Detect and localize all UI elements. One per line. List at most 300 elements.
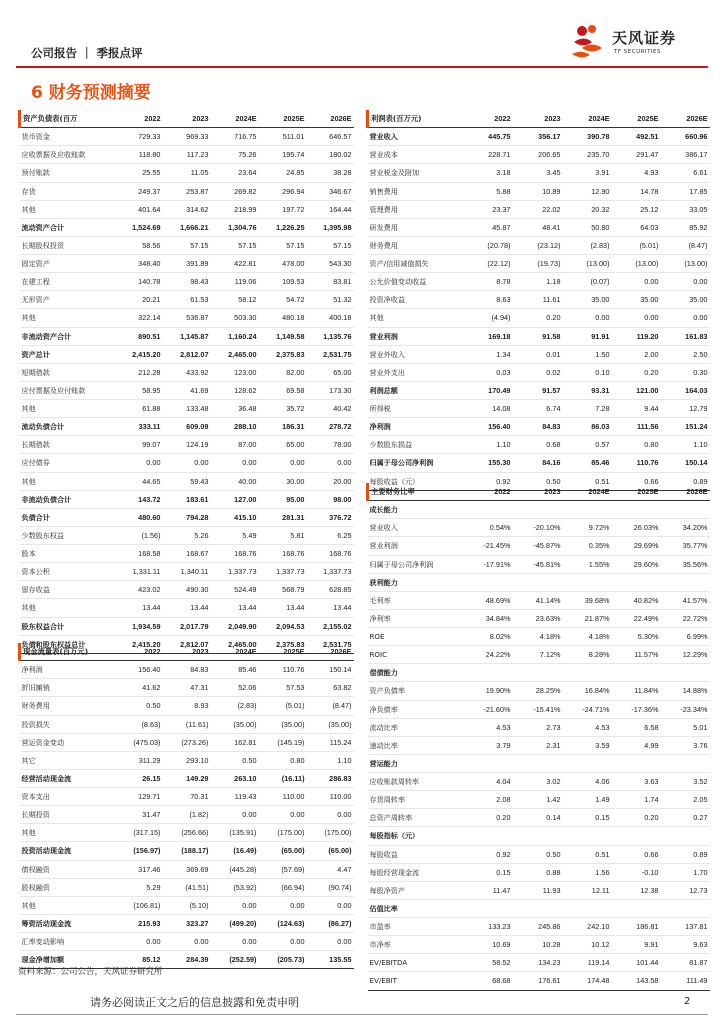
value-cell: 1,331.11 [116,563,163,581]
value-cell: 110.00 [259,788,307,806]
value-cell [465,827,513,845]
row-label: 其他 [368,309,465,327]
value-cell [612,754,661,772]
table-row [20,200,354,218]
value-cell: 794.28 [163,508,211,526]
value-cell: 2.00 [612,345,661,363]
table-row [368,972,710,990]
value-cell: 2,812.07 [163,635,211,653]
value-cell: 23.37 [465,200,513,218]
table-row [20,508,354,526]
value-cell: 23.63% [513,609,563,627]
value-cell: 1,337.73 [211,563,259,581]
value-cell: (106.81) [116,896,163,914]
value-cell: (8.63) [116,715,163,733]
value-cell: (57.69) [259,860,307,878]
row-label: 投资净收益 [368,291,465,309]
value-cell: 129.71 [116,788,163,806]
table-row [368,218,710,236]
year-header-cell: 2026E [307,643,354,661]
year-header-cell: 2023 [513,483,563,501]
value-cell: 415.10 [211,508,259,526]
value-cell: 84.16 [513,454,563,472]
table-row [368,700,710,718]
table-row [368,664,710,682]
row-label: 每股收益 [368,845,465,863]
table-row [20,933,354,951]
row-label: 净利润 [368,418,465,436]
value-cell: 40.00 [211,472,259,490]
table-row [20,769,354,787]
value-cell: -23.34% [661,700,710,718]
table-header-row [20,110,354,128]
row-label: 非流动负债合计 [20,490,116,508]
value-cell: 346.67 [307,182,354,200]
value-cell: 0.50 [513,845,563,863]
value-cell: 1.56 [563,863,612,881]
value-cell: 20.21 [116,291,163,309]
value-cell: 12.79 [661,400,710,418]
value-cell: 2.31 [513,736,563,754]
value-cell: 28.25% [513,682,563,700]
table-row [20,309,354,327]
value-cell: 150.14 [307,661,354,679]
value-cell: 0.00 [259,933,307,951]
value-cell: 646.57 [307,128,354,146]
value-cell: 30.00 [259,472,307,490]
row-label: 其他 [20,400,116,418]
value-cell: 323.27 [163,914,211,932]
value-cell: 22.72% [661,609,710,627]
value-cell: (66.94) [259,878,307,896]
table-title-cell: 资产负债表(百万 [20,110,116,128]
value-cell: 0.00 [307,806,354,824]
table-row [20,472,354,490]
year-header-cell: 2024E [211,110,259,128]
row-label: 现金净增加额 [20,951,116,969]
value-cell: 212.28 [116,363,163,381]
value-cell: 36.48 [211,400,259,418]
value-cell: 0.80 [612,436,661,454]
value-cell: 0.00 [259,896,307,914]
value-cell: 511.01 [259,128,307,146]
row-label: 应收票据及应收账款 [20,146,116,164]
value-cell: (35.00) [307,715,354,733]
value-cell: 48.41 [513,218,563,236]
table-row [20,363,354,381]
value-cell: (5.01) [259,697,307,715]
logo-mark-icon [570,22,610,62]
value-cell: 1.55% [563,555,612,573]
row-label: 归属于母公司净利润 [368,454,465,472]
table-row [20,715,354,733]
value-cell: 85.12 [116,951,163,969]
value-cell: 168.67 [163,545,211,563]
value-cell: 19.90% [465,682,513,700]
table-row [368,363,710,381]
value-cell: 128.62 [211,381,259,399]
table-row [20,146,354,164]
value-cell: 0.27 [661,809,710,827]
row-label: 成长能力 [368,501,465,519]
value-cell: 0.35% [563,537,612,555]
year-header-cell: 2023 [513,110,563,128]
value-cell: 20.00 [307,472,354,490]
value-cell: 543.30 [307,255,354,273]
value-cell: 4.47 [307,860,354,878]
value-cell: 2.05 [661,791,710,809]
value-cell: 0.54% [465,519,513,537]
row-label: 市盈率 [368,918,465,936]
value-cell [513,899,563,917]
value-cell: 1.10 [661,436,710,454]
value-cell: 121.00 [612,381,661,399]
value-cell: (256.66) [163,824,211,842]
value-cell: 57.15 [163,236,211,254]
section-title: 6 财务预测摘要 [31,83,151,103]
year-header-cell: 2025E [259,110,307,128]
value-cell: 2,465.00 [211,345,259,363]
value-cell [612,501,661,519]
value-cell: 25.12 [612,200,661,218]
year-header-cell: 2023 [163,643,211,661]
value-cell: 0.51 [563,472,612,490]
value-cell: 65.00 [307,363,354,381]
table-row [368,573,710,591]
value-cell: 85.92 [661,218,710,236]
value-cell: 119.43 [211,788,259,806]
value-cell: 0.03 [465,363,513,381]
row-label: 营业外支出 [368,363,465,381]
row-label: 所得税 [368,400,465,418]
table-row [20,236,354,254]
value-cell: (2.83) [211,697,259,715]
row-label: 负债合计 [20,508,116,526]
row-label: EV/EBIT [368,972,465,990]
value-cell: 609.09 [163,418,211,436]
value-cell: 1,395.98 [307,218,354,236]
row-label: 股权融资 [20,878,116,896]
value-cell: 1.34 [465,345,513,363]
cash-flow-table [18,643,354,969]
value-cell: (23.12) [513,236,563,254]
row-label: 估值比率 [368,899,465,917]
value-cell: 0.10 [563,363,612,381]
row-label: 每股收益（元） [368,472,465,490]
value-cell: 59.43 [163,472,211,490]
value-cell: 186.31 [259,418,307,436]
value-cell: 9.72% [563,519,612,537]
year-header-cell: 2023 [163,110,211,128]
value-cell: 11.93 [513,881,563,899]
value-cell: 149.29 [163,769,211,787]
table-header-row [20,643,354,661]
value-cell: 84.83 [163,661,211,679]
table-row [368,591,710,609]
value-cell: 69.58 [259,381,307,399]
value-cell: 91.91 [563,327,612,345]
row-label: 预付账款 [20,164,116,182]
value-cell: (175.00) [307,824,354,842]
table-row [368,791,710,809]
value-cell: 111.56 [612,418,661,436]
value-cell: 286.83 [307,769,354,787]
row-label: 营业成本 [368,146,465,164]
row-label: 净利润 [20,661,116,679]
value-cell: (145.19) [259,733,307,751]
row-label: 营业税金及附加 [368,164,465,182]
value-cell: -24.71% [563,700,612,718]
value-cell: 333.11 [116,418,163,436]
value-cell: 3.91 [563,164,612,182]
value-cell: 0.00 [307,933,354,951]
value-cell: 143.72 [116,490,163,508]
value-cell: 119.06 [211,273,259,291]
value-cell: 183.61 [163,490,211,508]
value-cell: 17.85 [661,182,710,200]
value-cell: 156.40 [116,661,163,679]
value-cell: 568.79 [259,581,307,599]
row-label: 市净率 [368,936,465,954]
row-label: 流动比率 [368,718,465,736]
value-cell: 133.48 [163,400,211,418]
value-cell: (13.00) [563,255,612,273]
value-cell: 151.24 [661,418,710,436]
table-row [368,345,710,363]
value-cell: 39.68% [563,591,612,609]
table-row [368,327,710,345]
row-label: 管理费用 [368,200,465,218]
value-cell: 38.28 [307,164,354,182]
table-row [20,733,354,751]
value-cell: 1,337.73 [307,563,354,581]
value-cell: 2,415.20 [116,345,163,363]
row-label: 应付票据及应付账款 [20,381,116,399]
value-cell: 31.47 [116,806,163,824]
table-row [368,381,710,399]
value-cell: 253.87 [163,182,211,200]
value-cell: 5.26 [163,526,211,544]
value-cell: 6.99% [661,628,710,646]
table-row [368,899,710,917]
value-cell: 0.00 [259,806,307,824]
row-label: 资产负债率 [368,682,465,700]
value-cell: 83.81 [307,273,354,291]
value-cell: 4.18% [563,628,612,646]
row-label: 营业利润 [368,327,465,345]
row-label: 非流动资产合计 [20,327,116,345]
value-cell: 478.00 [259,255,307,273]
value-cell: 3.18 [465,164,513,182]
value-cell [563,664,612,682]
table-row [368,809,710,827]
table-row [368,200,710,218]
value-cell: 2.50 [661,345,710,363]
balance-sheet-table [18,110,354,654]
value-cell: (8.47) [307,697,354,715]
value-cell: 101.44 [612,954,661,972]
table-row [20,400,354,418]
value-cell: 291.47 [612,146,661,164]
value-cell: 2.08 [465,791,513,809]
row-label: 应付债券 [20,454,116,472]
value-cell: 29.60% [612,555,661,573]
value-cell: 58.95 [116,381,163,399]
table-row [20,182,354,200]
value-cell: 13.44 [163,599,211,617]
value-cell: (475.03) [116,733,163,751]
value-cell: 1,340.11 [163,563,211,581]
value-cell: 40.82% [612,591,661,609]
value-cell: 58.52 [465,954,513,972]
row-label: 流动负债合计 [20,418,116,436]
row-label: 财务费用 [20,697,116,715]
row-label: 其他 [20,309,116,327]
table-row [20,563,354,581]
value-cell: 356.17 [513,128,563,146]
value-cell: 490.30 [163,581,211,599]
value-cell [661,899,710,917]
value-cell: 391.89 [163,255,211,273]
table-row [368,164,710,182]
value-cell: 47.31 [163,679,211,697]
value-cell: 269.82 [211,182,259,200]
value-cell: (445.28) [211,860,259,878]
value-cell: 0.20 [465,809,513,827]
value-cell [465,899,513,917]
value-cell: 0.15 [563,809,612,827]
value-cell: 0.00 [163,454,211,472]
table-row [20,860,354,878]
value-cell: 168.76 [259,545,307,563]
value-cell: 0.20 [612,809,661,827]
row-label: 负债和股东权益总计 [20,635,116,653]
value-cell: 2,094.53 [259,617,307,635]
year-header-cell: 2024E [563,483,612,501]
value-cell: 13.44 [211,599,259,617]
value-cell: 9.44 [612,400,661,418]
value-cell: 155.30 [465,454,513,472]
value-cell: 57.15 [211,236,259,254]
value-cell: 35.00 [661,291,710,309]
value-cell: 51.32 [307,291,354,309]
value-cell: 0.20 [612,363,661,381]
value-cell: 5.30% [612,628,661,646]
financial-ratios-table [366,483,710,991]
table-row [20,679,354,697]
value-cell: -21.60% [465,700,513,718]
value-cell: (13.00) [612,255,661,273]
value-cell: (205.73) [259,951,307,969]
value-cell: 281.31 [259,508,307,526]
value-cell: 0.00 [661,273,710,291]
row-label: 经营活动现金流 [20,769,116,787]
table-row [20,128,354,146]
row-label: 在建工程 [20,273,116,291]
value-cell: (20.78) [465,236,513,254]
table-row [20,581,354,599]
row-label: 其他 [20,896,116,914]
value-cell: 75.26 [211,146,259,164]
value-cell: 0.02 [513,363,563,381]
value-cell: 1.74 [612,791,661,809]
value-cell: 2,375.83 [259,345,307,363]
value-cell: (19.73) [513,255,563,273]
year-header-cell: 2026E [661,110,710,128]
value-cell [513,573,563,591]
value-cell: 140.78 [116,273,163,291]
logo-name-en: TF SECURITIES [614,49,661,55]
value-cell: 628.85 [307,581,354,599]
table-row [368,182,710,200]
row-label: 应收账款周转率 [368,773,465,791]
row-label: 净负债率 [368,700,465,718]
value-cell: 2,049.90 [211,617,259,635]
value-cell: 2.73 [513,718,563,736]
value-cell: 11.61 [513,291,563,309]
value-cell: 1,304.76 [211,218,259,236]
value-cell: 386.17 [661,146,710,164]
value-cell: 1,666.21 [163,218,211,236]
row-label: 短期借款 [20,363,116,381]
row-label: 少数股东损益 [368,436,465,454]
value-cell: 0.00 [612,309,661,327]
value-cell: 41.57% [661,591,710,609]
row-label: 总资产周转率 [368,809,465,827]
value-cell: -17.91% [465,555,513,573]
value-cell: 12.11 [563,881,612,899]
value-cell: -15.41% [513,700,563,718]
value-cell: 293.10 [163,751,211,769]
value-cell: 729.33 [116,128,163,146]
table-row [368,718,710,736]
value-cell [612,827,661,845]
value-cell: 0.00 [259,454,307,472]
value-cell: 40.42 [307,400,354,418]
table-row [20,418,354,436]
row-label: 研发费用 [368,218,465,236]
table-row [368,609,710,627]
row-label: 汇率变动影响 [20,933,116,951]
value-cell: 228.71 [465,146,513,164]
row-label: ROE [368,628,465,646]
table-row [20,490,354,508]
value-cell: 1.70 [661,863,710,881]
value-cell: (499.20) [211,914,259,932]
value-cell: 35.00 [612,291,661,309]
value-cell: 14.08 [465,400,513,418]
table-row [20,824,354,842]
table-row [368,501,710,519]
value-cell: 99.07 [116,436,163,454]
value-cell: 22.49% [612,609,661,627]
value-cell: 2,155.02 [307,617,354,635]
disclaimer-text: 请务必阅读正文之后的信息披露和免责申明 [90,996,299,1009]
row-label: 投资损失 [20,715,116,733]
value-cell: 111.49 [661,972,710,990]
row-label: 流动资产合计 [20,218,116,236]
table-row [368,400,710,418]
row-label: 归属于母公司净利润 [368,555,465,573]
row-label: 每股净资产 [368,881,465,899]
value-cell: 1,135.76 [307,327,354,345]
value-cell: 4.06 [563,773,612,791]
value-cell: 9.63 [661,936,710,954]
row-label: 其它 [20,751,116,769]
row-label: 营业收入 [368,519,465,537]
value-cell [563,501,612,519]
value-cell: (35.00) [211,715,259,733]
